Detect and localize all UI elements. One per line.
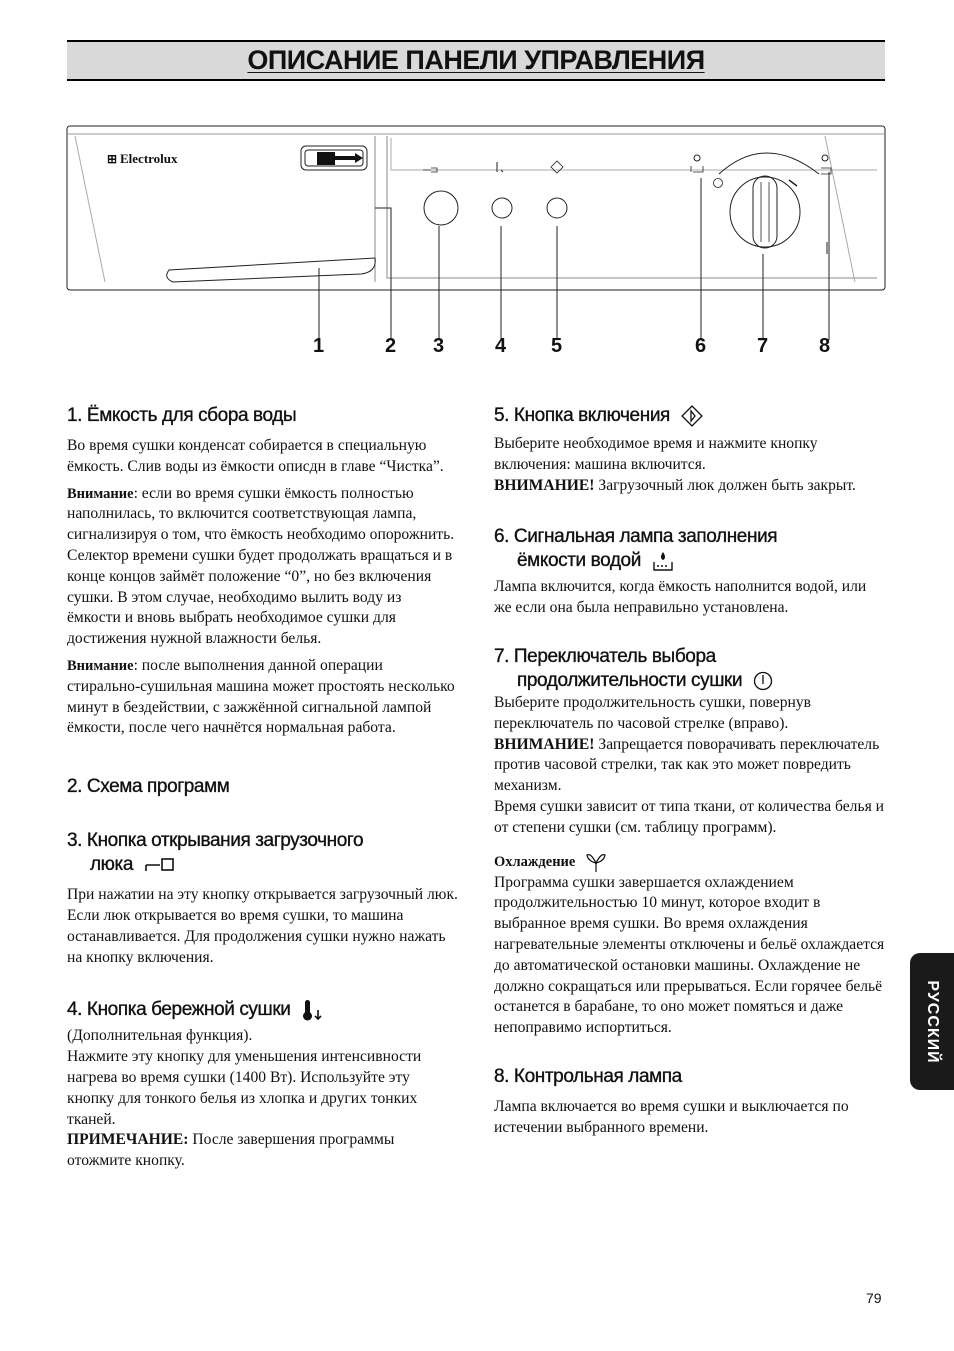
section-4-heading: 4. Кнопка бережной сушки xyxy=(67,998,459,1022)
language-tab-label: РУССКИЙ xyxy=(924,979,941,1064)
warning-label: Внимание xyxy=(67,485,134,502)
section-8-text: Лампа включается во время сушки и выключается по истечении выбранного времени. xyxy=(494,1097,849,1136)
section-5-heading: 5. Кнопка включения xyxy=(494,404,886,428)
section-1-text-3: Внимание: после выполнения данной операции стирально-сушильная машина может простоять несколько минут в бездействии, с зажжённой сигнальной лампой ёмкости, после чего начнётся нормальная работа. xyxy=(67,656,455,737)
warning-label: ВНИМАНИЕ! xyxy=(494,735,595,753)
start-diamond-icon xyxy=(681,405,703,427)
power-circle-icon xyxy=(753,671,773,691)
page-title: ОПИСАНИЕ ПАНЕЛИ УПРАВЛЕНИЯ xyxy=(247,45,705,75)
section-1-text-1: Во время сушки конденсат собирается в специальную ёмкость. Слив воды из ёмкости описдн в главе “Чистка”. xyxy=(67,437,444,475)
language-tab xyxy=(910,953,954,1090)
page-number: 79 xyxy=(866,1290,882,1306)
section-7-text-4: Программа сушки завершается охлаждением продолжительностью 10 минут, которое входит в выбранное время сушки. Во время охлаждения нагревательные элементы отключены и бельё охлаждается до автоматической остановки машины. Охлаждение не должно сокращаться или прерываться. Если горячее бельё останется в барабане, то оно может помяться и даже непоправимо испортиться. xyxy=(494,873,885,1037)
section-3-text: При нажатии на эту кнопку открывается загрузочный люк. Если люк открывается во время сушки, то машина останавливается. Для продолжения сушки нужно нажать на кнопку включения. xyxy=(67,886,458,966)
page-title-bar xyxy=(67,40,885,81)
section-6-heading: 6. Сигнальная лампа заполнения ёмкости водой xyxy=(494,526,778,572)
section-1-heading: 1. Ёмкость для сбора воды xyxy=(67,405,297,426)
right-column xyxy=(494,404,886,1139)
section-4-text-2: Нажмите эту кнопку для уменьшения интенсивности нагрева во время сушки (1400 Вт). Используйте эту кнопку для тонкого белья из хлопка и других тонких тканей. xyxy=(67,1048,422,1128)
warning-label: ВНИМАНИЕ! xyxy=(494,476,595,494)
cooling-subheading: Охлаждение xyxy=(494,851,886,873)
callout-3: 3 xyxy=(433,335,445,357)
door-open-icon xyxy=(144,857,178,873)
control-panel-diagram xyxy=(65,122,889,362)
callout-2: 2 xyxy=(385,335,397,357)
section-7-text-3: Время сушки зависит от типа ткани, от количества белья и от степени сушки (см. таблицу программ). xyxy=(494,797,884,836)
section-6-text: Лампа включится, когда ёмкость наполнится водой, или же если она была неправильно установлена. xyxy=(494,578,867,617)
callout-5: 5 xyxy=(551,335,563,357)
section-8-heading: 8. Контрольная лампа xyxy=(494,1065,682,1087)
water-container-icon xyxy=(652,550,674,572)
callout-4: 4 xyxy=(495,335,507,357)
svg-text:⊞: ⊞ xyxy=(107,152,118,166)
section-7-heading: 7. Переключатель выбора продолжительности сушки xyxy=(494,645,886,693)
section-4-text-1: (Дополнительная функция). xyxy=(67,1027,253,1045)
panel-brand: Electrolux xyxy=(120,151,178,166)
section-4-text-3: ПРИМЕЧАНИЕ: После завершения программы отожмите кнопку. xyxy=(67,1131,395,1170)
section-1-text-2: Внимание: если во время сушки ёмкость полностью наполнилась, то включится соответствующая лампа, сигнализируя о том, что ёмкость необходимо опорожнить. Селектор времени сушки будет продолжать вращаться и в конце концов займёт положение “0”, но без включения сушки. В этом случае, необходимо вылить воду из ёмкости и вновь выбрать необходимое сушки для достижения нужной влажности белья. xyxy=(67,484,455,648)
section-7-text-2: ВНИМАНИЕ! Запрещается поворачивать переключатель против часовой стрелки, так как это может повредить механизм. xyxy=(494,735,880,795)
section-2-heading: 2. Схема программ xyxy=(67,776,230,798)
left-column xyxy=(67,404,459,1172)
gentle-dry-icon xyxy=(301,998,325,1022)
section-7-text-1: Выберите продолжительность сушки, повернув переключатель по часовой стрелке (вправо). xyxy=(494,693,811,732)
cooling-fan-icon xyxy=(585,851,607,873)
callout-1: 1 xyxy=(313,335,325,357)
note-label: ПРИМЕЧАНИЕ: xyxy=(67,1131,189,1149)
section-5-text-1: Выберите необходимое время и нажмите кнопку включения: машина включится. xyxy=(494,435,818,473)
section-3-heading: 3. Кнопка открывания загрузочного люка xyxy=(67,830,364,876)
warning-label: Внимание xyxy=(67,657,134,674)
callout-6: 6 xyxy=(695,335,707,357)
section-5-text-2: ВНИМАНИЕ! Загрузочный люк должен быть закрыт. xyxy=(494,476,856,494)
callout-7: 7 xyxy=(757,335,769,357)
callout-8: 8 xyxy=(819,335,831,357)
